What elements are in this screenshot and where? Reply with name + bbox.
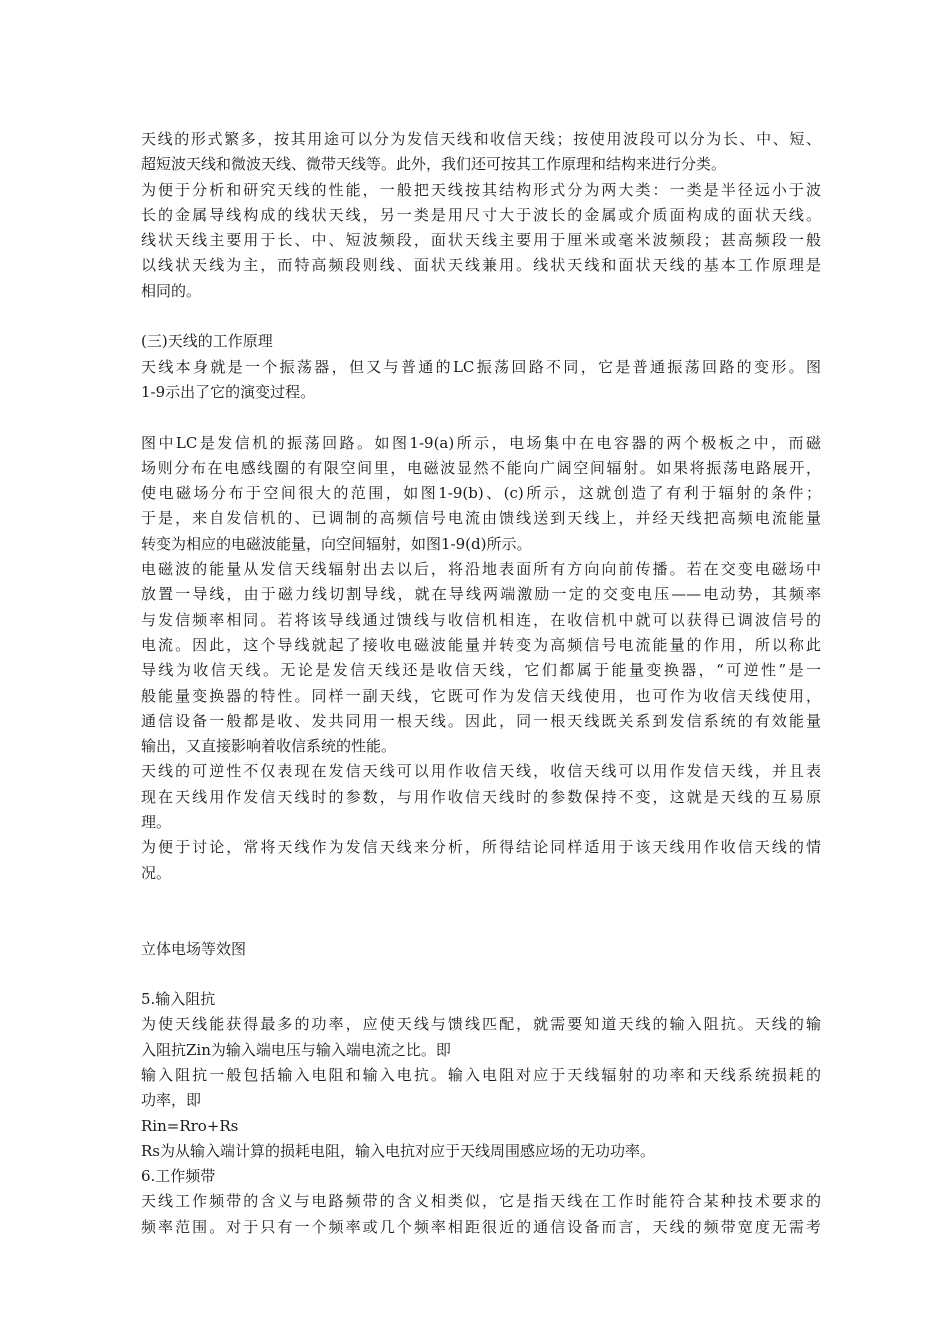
blank-line (141, 962, 821, 987)
blank-line (141, 405, 821, 430)
text-line: 场则分布在电感线圈的有限空间里，电磁波显然不能向广阔空间辐射。如果将振荡电路展开， (141, 458, 821, 477)
text-line: 天线的可逆性不仅表现在发信天线可以用作收信天线，收信天线可以用作发信天线，并且表 (141, 762, 821, 781)
text-line: 为使天线能获得最多的功率，应使天线与馈线匹配，就需要知道天线的输入阻抗。天线的输 (141, 1015, 821, 1034)
text-line: 理。 (141, 813, 172, 832)
blank-line (141, 886, 821, 937)
text-line: 导线为收信天线。无论是发信天线还是收信天线，它们都属于能量变换器，“可逆性”是一 (141, 661, 821, 680)
text-line: Rs为从输入端计算的损耗电阻，输入电抗对应于天线周围感应场的无功功率。 (141, 1141, 655, 1160)
text-line: 输出，又直接影响着收信系统的性能。 (141, 737, 397, 756)
section-heading: 6.工作频带 (141, 1167, 216, 1186)
text-line: 长的金属导线构成的线状天线，另一类是用尺寸大于波长的金属或介质面构成的面状天线。 (141, 205, 821, 224)
text-line: 天线的形式繁多，按其用途可以分为发信天线和收信天线；按使用波段可以分为长、中、短、 (141, 130, 821, 148)
blank-line (141, 304, 821, 329)
figure-caption: 立体电场等效图 (141, 939, 247, 958)
text-line: 般能量变换器的特性。同样一副天线，它既可作为发信天线使用，也可作为收信天线使用， (141, 686, 821, 705)
text-line: 现在天线用作发信天线时的参数，与用作收信天线时的参数保持不变，这就是天线的互易原 (141, 787, 821, 806)
text-line: 于是，来自发信机的、已调制的高频信号电流由馈线送到天线上，并经天线把高频电流能量 (141, 509, 821, 528)
formula: Rin=Rro+Rs (141, 1116, 239, 1135)
text-line: 况。 (141, 863, 172, 882)
text-line: 功率，即 (141, 1091, 202, 1110)
text-line: 天线工作频带的含义与电路频带的含义相类似，它是指天线在工作时能符合某种技术要求的 (141, 1192, 821, 1211)
text-line: 为便于讨论，常将天线作为发信天线来分析，所得结论同样适用于该天线用作收信天线的情 (141, 838, 821, 857)
text-line: 线状天线主要用于长、中、短波频段，面状天线主要用于厘米或毫米波频段；甚高频段一般 (141, 231, 821, 250)
document-page (141, 127, 821, 1240)
text-line: 输入阻抗一般包括输入电阻和输入电抗。输入电阻对应于天线辐射的功率和天线系统损耗的 (141, 1065, 821, 1084)
text-line: 电磁波的能量从发信天线辐射出去以后，将沿地表面所有方向向前传播。若在交变电磁场中 (141, 560, 821, 579)
section-heading: 5.输入阻抗 (141, 990, 216, 1009)
text-line: 相同的。 (141, 281, 202, 300)
text-line: 与发信频率相同。若将该导线通过馈线与收信机相连，在收信机中就可以获得已调波信号的 (141, 610, 821, 629)
section-heading: (三)天线的工作原理 (141, 332, 273, 351)
text-line: 图中LC是发信机的振荡回路。如图1-9(a)所示，电场集中在电容器的两个极板之中，而磁 (141, 433, 821, 452)
text-line: 天线本身就是一个振荡器，但又与普通的LC振荡回路不同，它是普通振荡回路的变形。图 (141, 357, 821, 376)
text-line: 通信设备一般都是收、发共同用一根天线。因此，同一根天线既关系到发信系统的有效能量 (141, 711, 821, 730)
text-line: 以线状天线为主，而特高频段则线、面状天线兼用。线状天线和面状天线的基本工作原理是 (141, 256, 821, 275)
text-line: 放置一导线，由于磁力线切割导线，就在导线两端激励一定的交变电压——电动势，其频率 (141, 585, 821, 604)
text-line: 转变为相应的电磁波能量，向空间辐射，如图1-9(d)所示。 (141, 534, 532, 553)
text-line: 超短波天线和微波天线、微带天线等。此外，我们还可按其工作原理和结构来进行分类。 (141, 155, 727, 174)
text-line: 为便于分析和研究天线的性能，一般把天线按其结构形式分为两大类：一类是半径远小于波 (141, 180, 821, 199)
text-line: 频率范围。对于只有一个频率或几个频率相距很近的通信设备而言，天线的频带宽度无需考 (141, 1217, 821, 1236)
text-line: 电流。因此，这个导线就起了接收电磁波能量并转变为高频信号电流能量的作用，所以称此 (141, 635, 821, 654)
text-line: 1-9示出了它的演变过程。 (141, 382, 316, 401)
text-line: 使电磁场分布于空间很大的范围，如图1-9(b)、(c)所示，这就创造了有利于辐射的条件； (141, 484, 821, 503)
text-line: 入阻抗Zin为输入端电压与输入端电流之比。即 (141, 1040, 451, 1059)
